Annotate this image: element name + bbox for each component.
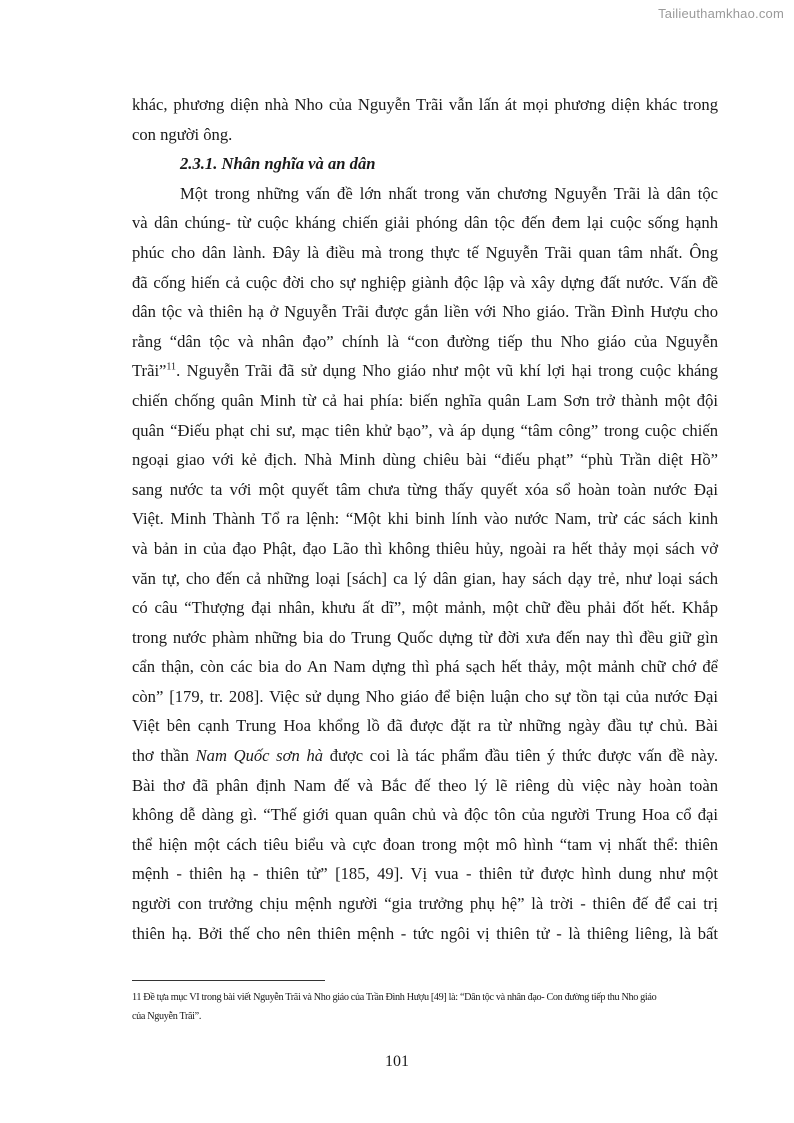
text-segment: Trãi” (132, 361, 167, 381)
footnote-line: 11 Đề tựa mục VI trong bài viết Nguyễn Trãi và Nho giáo của Trần Đình Hượu [49] là: “Dân tộc và nhân đạo- Con đường tiếp thu Nho giáo (132, 992, 657, 1003)
footnote (132, 988, 722, 1026)
page-number: 101 (385, 1053, 409, 1070)
text-line: quân “Điếu phạt chi sư, mạc tiên khử bạo”, và áp dụng “tâm công” trong cuộc chiến (132, 420, 718, 440)
text-line: thể hiện một cách tiêu biểu và cực đoan trong một mô hình “tam vị nhất thể: thiên (132, 834, 718, 854)
text-line: và dân chúng- từ cuộc kháng chiến giải phóng dân tộc đến đem lại cuộc sống hạnh (132, 213, 718, 233)
text-line: dân tộc và thiên hạ ở Nguyễn Trãi được gắn liền với Nho giáo. Trần Đình Hượu cho (132, 302, 718, 322)
text-line: Việt bên cạnh Trung Hoa khổng lồ đã được đặt ra từ những ngày đầu tự chủ. Bài (132, 716, 718, 736)
text-line: sang nước ta với một quyết tâm chưa từng thấy quyết xóa sổ hoàn toàn nước Đại (132, 479, 718, 499)
footnote-reference: 11 (166, 361, 177, 373)
text-line: cẩn thận, còn các bia do An Nam dựng thì phá sạch hết thảy, một mảnh chữ chớ để (132, 657, 718, 677)
text-line: văn tự, cho đến cả những loại [sách] ca lý dân gian, hay sách dạy trẻ, như loại sách (132, 568, 718, 588)
text-line: có câu “Thượng đại nhân, khưu ất dĩ”, một mảnh, một chữ đều phải đốt hết. Khắp (132, 598, 718, 618)
text-line: còn” [179, tr. 208]. Việc sử dụng Nho giáo để biện luận cho sự tồn tại của nước Đại (132, 686, 718, 706)
text-line: đã cống hiến cả cuộc đời cho sự nghiệp giành độc lập và xây dựng đất nước. Vấn đề (132, 272, 718, 292)
text-line: người con trưởng chịu mệnh người “gia trưởng phụ hệ” là trời - thiên đế để cai trị (132, 894, 718, 914)
poem-title: Nam Quốc sơn hà (195, 746, 324, 766)
watermark: Tailieuthamkhao.com (658, 6, 784, 21)
text-line: chiến chống quân Minh từ cả hai phía: biến nghĩa quân Lam Sơn trở thành một đội (132, 390, 718, 410)
text-line: khác, phương diện nhà Nho của Nguyễn Trãi vẫn lấn át mọi phương diện khác trong (132, 95, 718, 114)
text-line: Một trong những vấn đề lớn nhất trong văn chương Nguyễn Trãi là dân tộc (180, 183, 718, 203)
text-line (132, 741, 718, 771)
text-line: và bản in của đạo Phật, đạo Lão thì không thiêu hủy, ngoài ra hết thảy mọi sách vở (132, 538, 718, 558)
footnote-line: của Nguyễn Trãi”. (132, 1011, 202, 1022)
section-heading: 2.3.1. Nhân nghĩa và an dân (180, 154, 376, 174)
text-line: rằng “dân tộc và nhân đạo” chính là “con đường tiếp thu Nho giáo của Nguyễn (132, 331, 718, 351)
text-line: mệnh - thiên hạ - thiên tử” [185, 49]. Vị vua - thiên tử được hình dung như một (132, 864, 718, 884)
text-line: trong nước phàm những bia do Trung Quốc dựng từ đời xưa đến nay thì đều giữ gìn (132, 627, 718, 647)
text-segment: được coi là tác phẩm đầu tiên ý thức được vấn đề này. (323, 746, 718, 766)
text-line: không dễ dàng gì. “Thế giới quan quân chủ và độc tôn của người Trung Hoa cổ đại (132, 805, 718, 825)
text-line: Việt. Minh Thành Tổ ra lệnh: “Một khi binh lính vào nước Nam, trừ các sách kinh (132, 509, 718, 529)
text-line: con người ông. (132, 124, 233, 144)
text-segment: . Nguyễn Trãi đã sử dụng Nho giáo như một vũ khí lợi hại trong cuộc kháng (176, 361, 718, 381)
text-line: ngoại giao với kẻ địch. Nhà Minh dùng chiêu bài “điếu phạt” “phù Trần diệt Hồ” (132, 450, 718, 470)
text-line: phúc cho dân lành. Đây là điều mà trong thực tế Nguyễn Trãi quan tâm nhất. Ông (132, 242, 718, 262)
text-line: Bài thơ đã phân định Nam đế và Bắc đế theo lý lẽ riêng dù việc này hoàn toàn (132, 775, 718, 795)
footnote-separator (132, 980, 325, 981)
body-text (132, 90, 718, 948)
text-line (132, 356, 718, 386)
text-segment: thơ thần (132, 746, 196, 766)
text-line: thiên hạ. Bởi thế cho nên thiên mệnh - tức ngôi vị thiên tử - là thiêng liêng, là bất (132, 923, 718, 943)
